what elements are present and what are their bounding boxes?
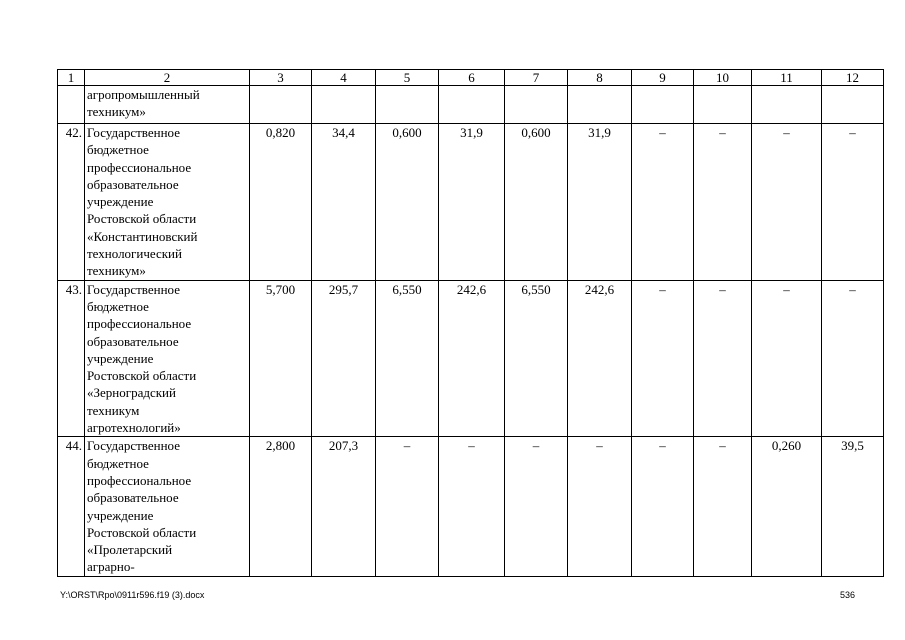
value-cell: 0,600 xyxy=(505,124,568,281)
value-cell: 242,6 xyxy=(568,280,632,437)
value-cell: – xyxy=(752,124,822,281)
value-cell: 2,800 xyxy=(250,437,312,576)
value-cell: 39,5 xyxy=(822,437,884,576)
header-cell: 8 xyxy=(568,70,632,86)
continuation-row xyxy=(58,86,884,124)
value-cell: 295,7 xyxy=(312,280,376,437)
value-cell xyxy=(312,86,376,124)
value-cell: 34,4 xyxy=(312,124,376,281)
value-cell: – xyxy=(822,124,884,281)
row-number-cell: 44. xyxy=(58,437,85,576)
row-number-cell: 42. xyxy=(58,124,85,281)
table-row xyxy=(58,124,884,281)
value-cell xyxy=(376,86,439,124)
header-cell: 10 xyxy=(694,70,752,86)
value-cell: 6,550 xyxy=(505,280,568,437)
header-row xyxy=(58,70,884,86)
value-cell: – xyxy=(439,437,505,576)
header-cell: 6 xyxy=(439,70,505,86)
value-cell: – xyxy=(694,437,752,576)
footer-file-path: Y:\ORST\Rpo\0911r596.f19 (3).docx xyxy=(60,590,205,600)
value-cell: – xyxy=(632,437,694,576)
table-row xyxy=(58,280,884,437)
row-number-cell: 43. xyxy=(58,280,85,437)
value-cell: 207,3 xyxy=(312,437,376,576)
value-cell xyxy=(822,86,884,124)
value-cell xyxy=(752,86,822,124)
value-cell xyxy=(439,86,505,124)
institution-name-cell: агропромышленный техникум» xyxy=(85,86,250,124)
value-cell: – xyxy=(568,437,632,576)
header-cell: 5 xyxy=(376,70,439,86)
value-cell: – xyxy=(752,280,822,437)
footer-page-number: 536 xyxy=(840,590,856,600)
value-cell: – xyxy=(505,437,568,576)
header-cell: 11 xyxy=(752,70,822,86)
value-cell: – xyxy=(632,124,694,281)
institution-name-cell: Государственное бюджетное профессиональное образовательное учреждение Ростовской области «Зерноградский техникум агротехнологий» xyxy=(85,280,250,437)
header-cell: 9 xyxy=(632,70,694,86)
value-cell: 0,260 xyxy=(752,437,822,576)
header-cell: 7 xyxy=(505,70,568,86)
value-cell: 31,9 xyxy=(439,124,505,281)
value-cell: 242,6 xyxy=(439,280,505,437)
value-cell xyxy=(568,86,632,124)
value-cell xyxy=(250,86,312,124)
value-cell: – xyxy=(632,280,694,437)
value-cell: – xyxy=(822,280,884,437)
institution-name-cell: Государственное бюджетное профессиональное образовательное учреждение Ростовской области «Пролетарский аграрно- xyxy=(85,437,250,576)
value-cell: 0,600 xyxy=(376,124,439,281)
header-cell: 4 xyxy=(312,70,376,86)
value-cell xyxy=(694,86,752,124)
table-row xyxy=(58,437,884,576)
row-number-cell xyxy=(58,86,85,124)
value-cell: 5,700 xyxy=(250,280,312,437)
value-cell: – xyxy=(694,280,752,437)
header-cell: 3 xyxy=(250,70,312,86)
header-cell: 2 xyxy=(85,70,250,86)
institution-name-cell: Государственное бюджетное профессиональное образовательное учреждение Ростовской области «Константиновский технологический техникум» xyxy=(85,124,250,281)
value-cell xyxy=(632,86,694,124)
value-cell: 0,820 xyxy=(250,124,312,281)
value-cell: – xyxy=(376,437,439,576)
value-cell: – xyxy=(694,124,752,281)
value-cell xyxy=(505,86,568,124)
data-table xyxy=(57,69,884,577)
value-cell: 31,9 xyxy=(568,124,632,281)
value-cell: 6,550 xyxy=(376,280,439,437)
header-cell: 12 xyxy=(822,70,884,86)
header-cell: 1 xyxy=(58,70,85,86)
